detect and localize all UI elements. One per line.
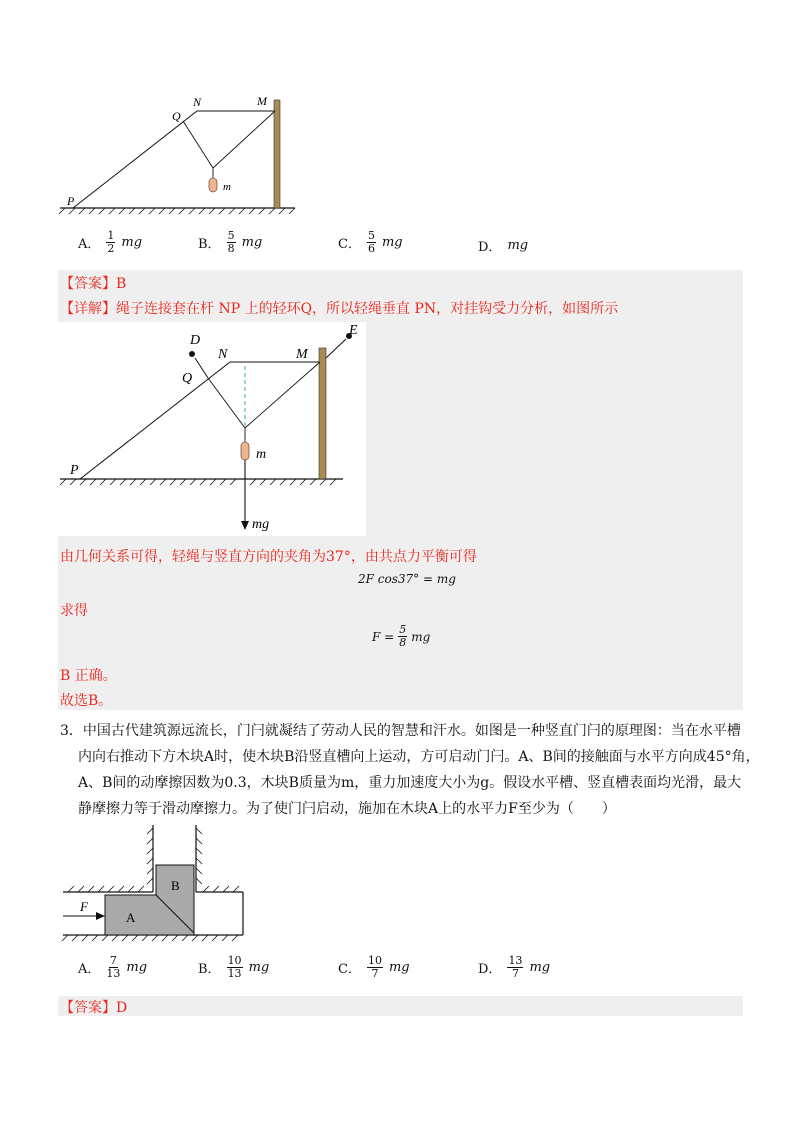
q2-answer: 【答案】B: [60, 276, 127, 292]
q3-stem-line1: 3．中国古代建筑源远流长，门闩就凝结了劳动人民的智慧和汗水。如图是一种竖直门闩的原理图：当在水平槽: [60, 723, 741, 739]
svg-text:m: m: [223, 181, 231, 193]
rod-np: [73, 111, 197, 208]
q3-option-c: C． $\frac{10}{7}$ mg: [338, 954, 410, 980]
q3-stem-line2: 内向右推动下方木块A时，使木块B沿竖直槽向上运动，方可启动门闩。A、B间的接触面与水平方向成45°角，: [78, 749, 760, 765]
svg-text:m: m: [256, 447, 267, 462]
q2-solve-text: 求得: [60, 603, 88, 619]
q3-answer-block: [58, 996, 743, 1016]
q3-answer: 【答案】D: [60, 1000, 128, 1016]
q2-option-d: D． mg: [478, 238, 529, 255]
svg-text:F: F: [80, 899, 88, 914]
svg-text:Q: Q: [182, 371, 193, 386]
figure-force-analysis: [58, 322, 366, 536]
svg-text:E: E: [349, 323, 358, 338]
svg-text:N: N: [193, 95, 202, 109]
q2-option-c: C． $\frac{5}{6}$ mg: [338, 229, 403, 255]
q3-option-a: A． $\frac{7}{13}$ mg: [78, 954, 148, 980]
q2-b-correct: B 正确。: [60, 668, 117, 684]
q3-option-d: D． $\frac{13}{7}$ mg: [478, 954, 551, 980]
q2-geo-text: 由几何关系可得，轻绳与竖直方向的夹角为37°，由共点力平衡可得: [60, 549, 477, 565]
q2-equation-2: F = $\frac{5}{8}$ mg: [372, 623, 431, 649]
q2-option-a: A． $\frac{1}{2}$ mg: [78, 229, 143, 255]
q3-stem-line3: A、B间的动摩擦因数为0.3，木块B质量为m，重力加速度大小为g。假设水平槽、竖直槽表面均光滑，最大: [78, 775, 742, 791]
figure-door-bolt: [58, 820, 248, 945]
svg-text:mg: mg: [252, 517, 270, 532]
figure-incline-pulley: [55, 90, 305, 220]
q2-detail: 【详解】绳子连接套在杆 NP 上的轻环Q，所以轻绳垂直 PN，对挂钩受力分析，如图所示: [60, 301, 619, 317]
svg-text:M: M: [257, 94, 267, 108]
q3-stem-line4: 静摩擦力等于滑动摩擦力。为了使门闩启动，施加在木块A上的水平力F至少为（ ）: [78, 801, 616, 817]
svg-text:D: D: [190, 333, 201, 348]
svg-text:Q: Q: [172, 109, 181, 123]
q2-choose: 故选B。: [60, 693, 113, 709]
bead-mass: [209, 178, 217, 192]
svg-text:P: P: [70, 463, 79, 478]
q2-equation-1: 2F cos37° = mg: [358, 572, 456, 586]
svg-text:A: A: [126, 910, 136, 925]
svg-text:N: N: [218, 347, 228, 362]
arrow-d-tip: [189, 351, 195, 357]
q2-option-b: B． $\frac{5}{8}$ mg: [198, 229, 263, 255]
pole: [274, 100, 280, 208]
svg-text:M: M: [296, 347, 308, 362]
svg-text:B: B: [171, 878, 180, 893]
svg-text:P: P: [67, 194, 75, 208]
q3-option-b: B． $\frac{10}{13}$ mg: [198, 954, 270, 980]
